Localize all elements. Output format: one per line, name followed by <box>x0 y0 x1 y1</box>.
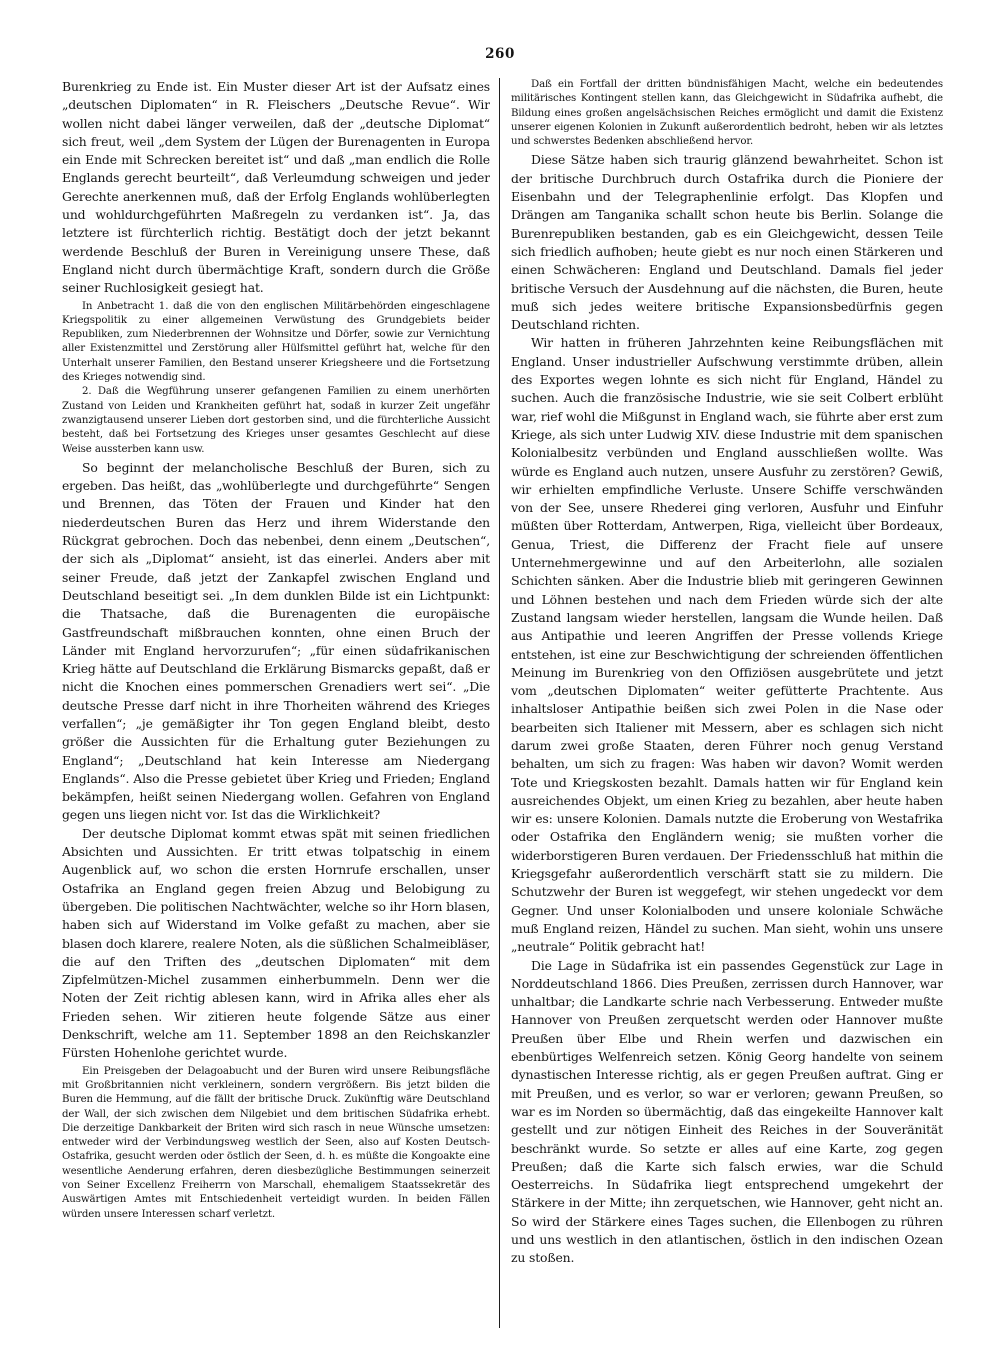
quoted-memorandum: Daß ein Fortfall der dritten bündnisfähigen Macht, welche ein bedeutendes militärisches Kontingent stellen kann, das Gleichgewicht in Südafrika aufhebt, die Bildung eines großen angelsächsischen Reiches ermöglicht und damit die Existenz unserer eigenen Kolonien in Zukunft außerordentlich bedroht, heben wir als letztes und schwerstes Bedenken abschließend hervor. <box>511 79 943 148</box>
paragraph: Wir hatten in früheren Jahrzehnten keine Reibungsflächen mit England. Unser industrieller Aufschwung verstimmte drüben, allein des Exportes wegen lohnte es sich nicht für England, Händel zu suchen. Auch die französische Industrie, wie sie seit Colbert erblüht war, rief wohl die Mißgunst in England wach, sie führte aber erst zum Kriege, als sich unter Ludwig XIV. diese Industrie mit dem spanischen Kolonialbesitz verbünden und England ausschließen wollte. Was würde es England auch nutzen, unsere Ausfuhr zu zerstören? Gewiß, wir erhielten empfindliche Verluste. Unsere Schiffe verschwänden von der See, unsere Rhederei ging verloren, Ausfuhr und Einfuhr müßten über Rotterdam, Antwerpen, Riga, vielleicht über Bordeaux, Genua, Triest, die Differenz der Fracht fiele auf unsere Unternehmergewinne und auf den Arbeiterlohn, alle sozialen Schichten sänken. Aber die Industrie blieb mit geringeren Gewinnen und Löhnen bestehen und nach dem Frieden würde sich der alte Zustand langsam wieder herstellen, langsam die Wunde heilen. Daß aus Antipathie und leeren Angriffen der Presse vollends Kriege entstehen, ist eine zur Beschwichtigung der schreienden öffentlichen Meinung im Burenkrieg von den Offiziösen ausgebrütete und jetzt vom „deutschen Diplomaten“ weiter gefütterte Prachtente. Aus inhaltsloser Antipathie beißen sich zwei Polen in die Nase oder bearbeiten sich Italiener mit Messern, aber es schlagen sich nicht darum zwei große Staaten, deren Führer noch genug Verstand behalten, um sich zu fragen: Was haben wir davon? Womit werden Tote und Kriegskosten bezahlt. Damals hatten wir für England kein ausreichendes Objekt, um einen Krieg zu bezahlen, aber heute haben wir es: unsere Kolonien. Damals nutzte die Eroberung von Westafrika oder Ostafrika den Engländern wenig; sie mußten vorher die widerborstigeren Buren verdauen. Der Friedensschluß hat mithin die Kriegsgefahr außerordentlich verschärft statt sie zu mildern. Die Schutzwehr der Buren ist weggefegt, wir stehen ungedeckt vor dem Gegner. Und unser Kolonialboden und unsere koloniale Schwäche muß England reizen, Händel zu suchen. Man sieht, wohin uns unsere „neutrale“ Politik gebracht hat! <box>511 335 943 955</box>
left-column <box>62 78 490 1340</box>
quoted-memorandum: Ein Preisgeben der Delagoabucht und der Buren wird unsere Reibungsfläche mit Großbritannien nicht verkleinern, sondern vergrößern. Bis jetzt bilden die Buren die Hemmung, auf die fällt der britische Druck. Zukünftig wäre Deutschland der Wall, der sich zwischen dem Nilgebiet und dem britischen Südafrika erhebt. Die derzeitige Dankbarkeit der Briten wird sich rasch in neue Wünsche umsetzen: entweder wird der Verbindungsweg westlich der Seen, also auf Kosten Deutsch-Ostafrika, gesucht werden oder östlich der Seen, d. h. es müßte die Kongoakte eine wesentliche Aenderung erfahren, deren diesbezügliche Bestimmungen seinerzeit von Seiner Excellenz Freiherrn von Marschall, ehemaligem Staatssekretär des Auswärtigen Amtes mit Entschiedenheit verteidigt wurden. In beiden Fällen würden unsere Interessen scharf verletzt. <box>62 1065 490 1220</box>
quoted-resolution: In Anbetracht 1. daß die von den englischen Militärbehörden eingeschlagene Kriegspolitik zu einer allgemeinen Verwüstung des Grundgebiets beider Republiken, zum Niederbrennen der Wohnsitze und Dörfer, sowie zur Vernichtung aller Existenzmittel und Zerstörung aller Hülfsmittel geführt hat, welche für den Unterhalt unserer Familien, den Bestand unserer Kriegsheere und die Fortsetzung des Krieges notwendig sind. <box>62 300 490 384</box>
paragraph: Diese Sätze haben sich traurig glänzend bewahrheitet. Schon ist der britische Durchbruch durch Ostafrika durch die Pioniere der Eisenbahn und der Telegraphenlinie erfolgt. Das Klopfen und Drängen am Tanganika schallt schon heute bis Berlin. Solange die Burenrepubliken bestanden, gab es ein Gleichgewicht, dessen Teile sich friedlich aufhoben; heute giebt es nur noch einen Stärkeren und einen Schwächeren: England und Deutschland. Damals fiel jeder britische Versuch der Ausdehnung auf die nächsten, die Buren, heute muß sich jedes weitere britische Expansionsbedürfnis gegen Deutschland richten. <box>511 152 943 333</box>
quoted-resolution: 2. Daß die Wegführung unserer gefangenen Familien zu einem unerhörten Zustand von Leiden und Krankheiten geführt hat, sodaß in kurzer Zeit ungefähr zwanzigtausend unserer Lieben dort gestorben sind, und die fürchterliche Aussicht besteht, daß bei Fortsetzung des Krieges unser gesamtes Geschlecht auf diese Weise aussterben kann usw. <box>62 386 490 455</box>
right-column <box>511 78 943 1340</box>
column-divider <box>499 78 500 1328</box>
paragraph: Der deutsche Diplomat kommt etwas spät mit seinen friedlichen Absichten und Aussichten. Er tritt etwas tolpatschig in einem Augenblick auf, wo schon die ersten Hornrufe erschallen, unser Ostafrika an England gegen freien Abzug und Belobigung zu übergeben. Die politischen Nachtwächter, welche so ihr Horn blasen, haben sich auf Widerstand im Volke gefaßt zu machen, aber sie blasen doch klarere, realere Noten, als die süßlichen Schalmeibläser, die auf den Triften des „deutschen Diplomaten“ mit dem Zipfelmützen-Michel zusammen einherbummeln. Denn wer die Noten der Zeit richtig ablesen kann, wird in Afrika alles eher als Frieden sehen. Wir zitieren heute folgende Sätze aus einer Denkschrift, welche am 11. September 1898 an den Reichskanzler Fürsten Hohenlohe gerichtet wurde. <box>62 825 490 1061</box>
paragraph: Die Lage in Südafrika ist ein passendes Gegenstück zur Lage in Norddeutschland 1866. Dies Preußen, zerrissen durch Hannover, war unhaltbar; die Landkarte schrie nach Verbesserung. Entweder mußte Hannover von Preußen zerquetscht werden oder Hannover mußte Preußen über Elbe und Rhein werfen und dazwischen ein ebenbürtiges Welfenreich setzen. König Georg handelte von seinem dynastischen Interesse richtig, als er gegen Preußen auftrat. Ging er mit Preußen, und es verlor, so war er verloren; gewann Preußen, so war es im Norden so übermächtig, daß das eingekeilte Hannover kalt gestellt und zur nötigen Einheit des Reiches in der Souveränität beschränkt wurde. So setzte er alles auf eine Karte, zog gegen Preußen; daß die Karte sich falsch erwies, war die Schuld Oesterreichs. In Südafrika liegt entsprechend umgekehrt der Stärkere in der Mitte; ihn zerquetschen, wie Hannover, geht nicht an. So wird der Stärkere eines Tages suchen, die Ellenbogen zu rühren und uns westlich in den atlantischen, östlich in den indischen Ozean zu stoßen. <box>511 957 943 1266</box>
paragraph: Burenkrieg zu Ende ist. Ein Muster dieser Art ist der Aufsatz eines „deutschen Diplomaten“ in R. Fleischers „Deutsche Revue“. Wir wollen nicht dabei länger verweilen, daß der „deutsche Diplomat“ sich freut, weil „dem System der Lügen der Burenagenten in Europa ein Ende mit Schrecken bereitet ist“ und daß „man endlich die Rolle Englands gerecht beurteilt“, daß Verleumdung schweigen und jeder Gerechte anerkennen muß, daß der Erfolg Englands wohlüberlegten und wohldurchgeführten Maßregeln zu verdanken ist“. Ja, das letztere ist fürchterlich richtig. Bestätigt doch der jetzt bekannt werdende Beschluß der Buren in Vereinigung unsere These, daß England nicht durch übermächtige Kraft, sondern durch die Größe seiner Ruchlosigkeit gesiegt hat. <box>62 79 490 296</box>
page-number: 260 <box>485 46 515 62</box>
paragraph: So beginnt der melancholische Beschluß der Buren, sich zu ergeben. Das heißt, das „wohlüberlegte und durchgeführte“ Sengen und Brennen, das Töten der Frauen und Kinder hat den niederdeutschen Buren das Herz und ihrem Widerstande den Rückgrat gebrochen. Doch das nebenbei, denn einem „Deutschen“, der sich als „Diplomat“ ansieht, ist das einerlei. Anders aber mit seiner Freude, daß jetzt der Zankapfel zwischen England und Deutschland beseitigt sei. „In dem dunklen Bilde ist ein Lichtpunkt: die Thatsache, daß die Burenagenten die europäische Gastfreundschaft mißbrauchen konnten, ohne einen Bruch der Länder mit England hervorzurufen“; „für einen südafrikanischen Krieg hätte auf Deutschland die Erklärung Bismarcks gepaßt, daß er nicht die Knochen eines pommerschen Grenadiers wert sei“. „Die deutsche Presse darf nicht in ihre Thorheiten während des Krieges verfallen“; „je gemäßigter ihr Ton gegen England bleibt, desto größer die Aussichten für die Erhaltung guter Beziehungen zu England“; „Deutschland hat kein Interesse am Niedergang Englands“. Also die Presse gebietet über Krieg und Frieden; England bekämpfen, heißt seinen Niedergang wollen. Gefahren von England gegen uns liegen nicht vor. Ist das die Wirklichkeit? <box>62 459 490 823</box>
